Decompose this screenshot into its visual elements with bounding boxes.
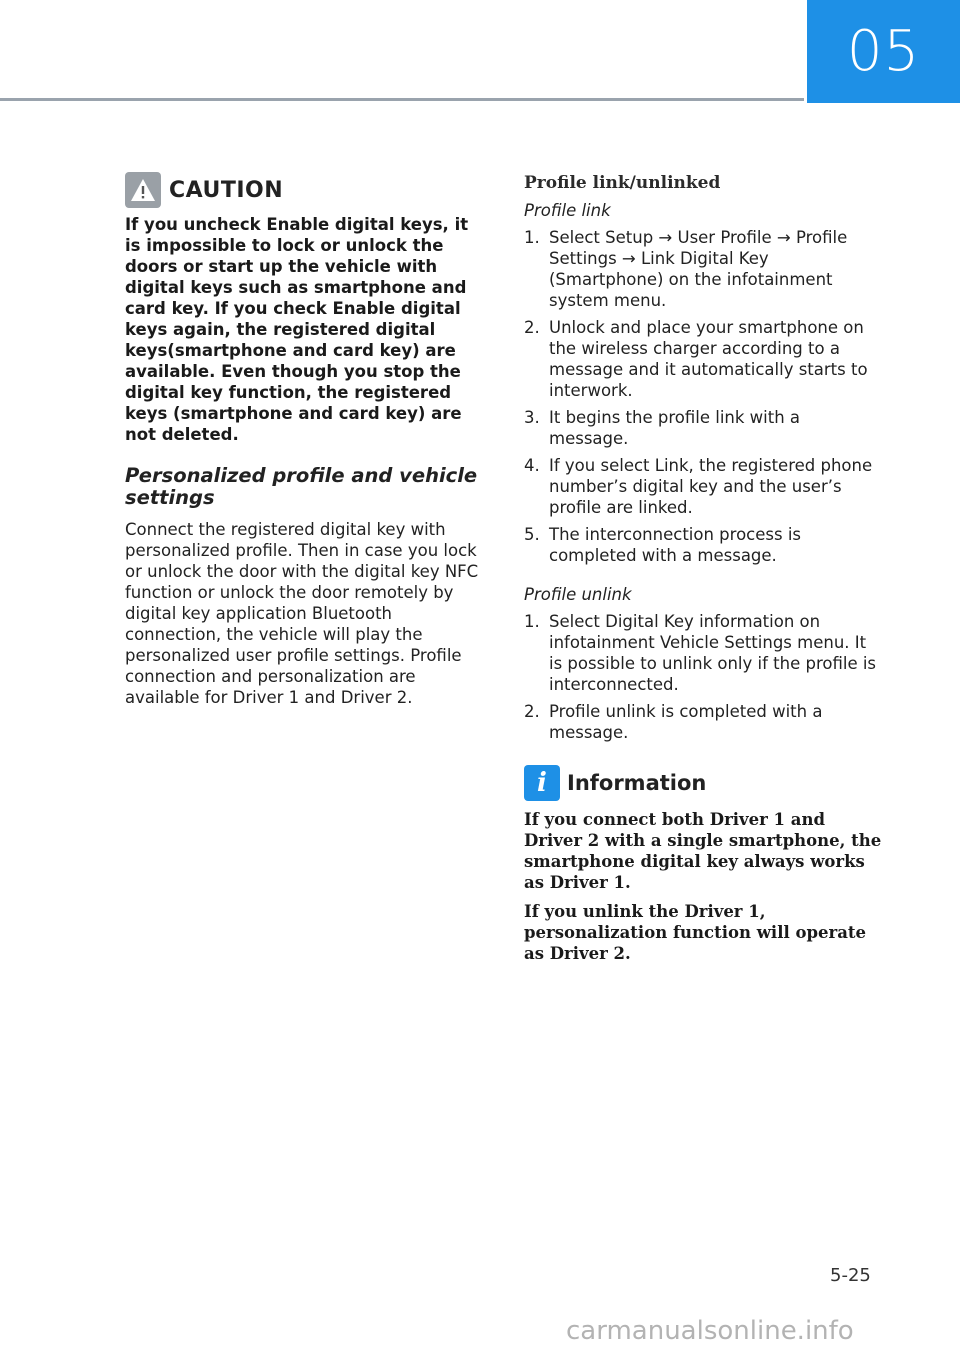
personalized-body: Connect the registered digital key with personalized profile. Then in case you lock or unlock the door with the digital key NFC function or unlock the door remotely by digital key application Bluetooth connection, the vehicle will play the personalized user profile settings. Profile connection and personalization are available for Driver 1 and Driver 2. [125, 520, 479, 707]
caution-title: CAUTION [169, 177, 284, 203]
right-column [524, 172, 884, 972]
profile-link-label: Profile link [524, 201, 611, 220]
profile-link-steps [524, 227, 884, 566]
profile-unlink-label: Profile unlink [524, 585, 632, 604]
list-item: 2. Profile unlink is completed with a message. [524, 702, 823, 742]
header-rule [0, 98, 804, 101]
information-header [524, 765, 884, 801]
information-paragraph-2: If you unlink the Driver 1, personalization function will operate as Driver 2. [524, 902, 867, 963]
list-item: 5. The interconnection process is completed with a message. [524, 525, 802, 565]
warning-triangle-icon [125, 172, 161, 208]
caution-body: If you uncheck Enable digital keys, it is impossible to lock or unlock the doors or start up the vehicle with digital keys such as smartphone and card key. If you check Enable digital keys again, the registered digital keys(smartphone and card key) are available. Even though you stop the digital key function, the registered keys (smartphone and card key) are not deleted. [125, 215, 469, 444]
personalized-heading: Personalized profile and vehicle settings [125, 464, 478, 509]
list-item: 1. Select Digital Key information on infotainment Vehicle Settings menu. It is possible to unlink only if the profile is interconnected. [524, 612, 877, 694]
information-title: Information [567, 771, 707, 795]
list-item: 3. It begins the profile link with a message. [524, 408, 801, 448]
page-number: 5-25 [830, 1265, 871, 1286]
left-column [125, 172, 485, 708]
profile-link-heading: Profile link/unlinked [524, 173, 721, 193]
caution-header [125, 172, 485, 208]
info-icon: i [524, 765, 560, 801]
list-item: 4. If you select Link, the registered phone number’s digital key and the user’s profile are linked. [524, 456, 873, 517]
profile-unlink-steps [524, 611, 884, 743]
watermark: carmanualsonline.info [566, 1316, 854, 1346]
chapter-tab: 05 [807, 0, 960, 103]
information-paragraph-1: If you connect both Driver 1 and Driver 2 with a single smartphone, the smartphone digital key always works as Driver 1. [524, 810, 882, 892]
list-item: 1. Select Setup → User Profile → Profile Settings → Link Digital Key (Smartphone) on the infotainment system menu. [524, 228, 848, 310]
list-item: 2. Unlock and place your smartphone on the wireless charger according to a message and it automatically starts to interwork. [524, 318, 868, 400]
